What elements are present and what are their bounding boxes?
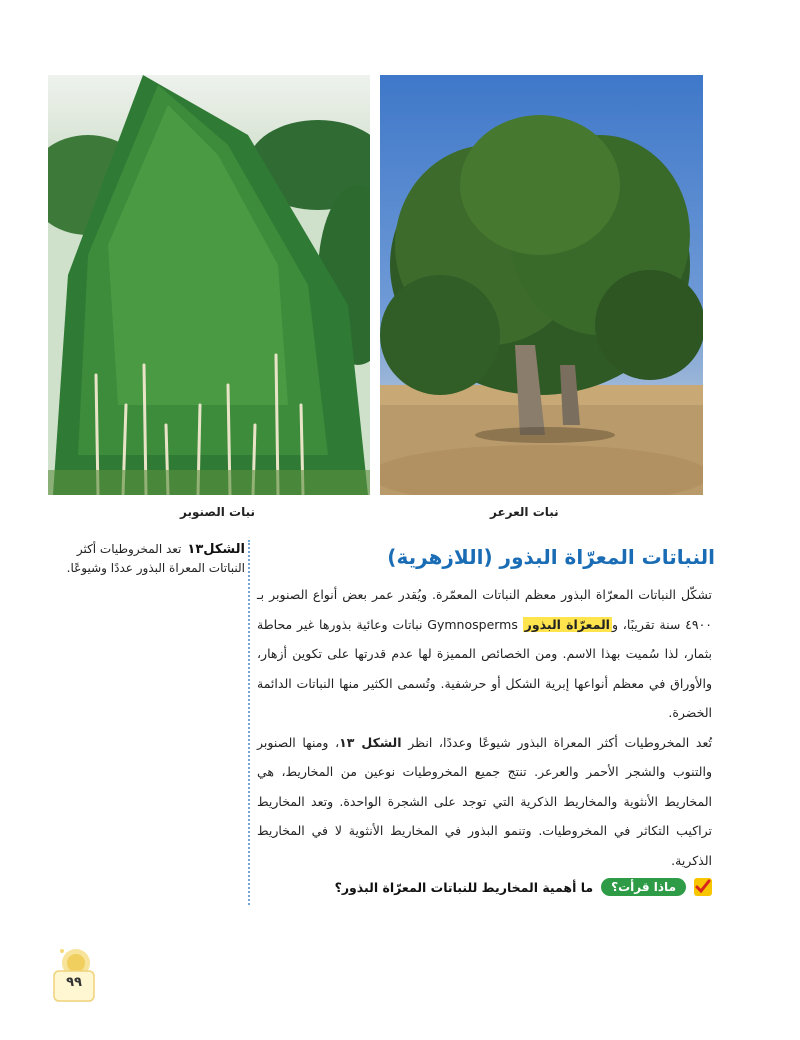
para2-text-end: ، ومنها الصنوبر والتنوب والشجر الأحمر والعرعر. تنتج جميع المخروطيات نوعين من المخاريط، هي المخاريط الأنثوية والمخاريط الذكرية التي توجد على الشجرة الواحدة. وتعد المخاريط تراكيب التكاثر في المخروطيات. وتنمو البذور في المخاريط الأنثوية لا في المخاريط الذكرية. (257, 734, 712, 868)
page-number-badge (52, 945, 96, 1007)
para2-text-start: تُعد المخروطيات أكثر المعراة البذور شيوعًا وعددًا، انظر (401, 734, 712, 750)
checkmark-icon (694, 878, 712, 896)
reading-check-badge: ماذا قرأت؟ (601, 878, 686, 896)
juniper-photo-caption: نبات العرعر (490, 505, 559, 519)
figure-caption (45, 540, 245, 578)
figure-label: الشكل١٣ (187, 542, 245, 557)
para1-text-end: Gymnosperms نباتات وعائية بذورها غير محاطة بثمار، لذا سُميت بهذا الاسم. ومن الخصائص المميزة لها عدم قدرتها على تكوين أزهار، والأوراق في معظم أنواعها إبرية الشكل أو حرشفية. وتُسمى الكثير منها النباتات الدائمة الخضرة. (257, 616, 712, 720)
para1-text-start: تشكّل النباتات المعرّاة البذور معظم النباتات المعمّرة. ويُقدر عمر بعض أنواع الصنوبر بـ ٤٩٠٠ سنة تقريبًا، و (257, 587, 712, 632)
pine-tree-photo (48, 75, 370, 495)
paragraph-1 (257, 580, 712, 728)
figure-text: تعد المخروطيات أكثر النباتات المعراة البذور عددًا وشيوعًا. (66, 542, 245, 575)
reading-check (335, 878, 712, 896)
reading-check-question: ما أهمية المخاريط للنباتات المعرّاة البذور؟ (334, 879, 594, 895)
body-text (257, 580, 712, 875)
pine-photo-caption: نبات الصنوبر (180, 505, 255, 519)
highlighted-term: المعرّاة البذور (524, 616, 610, 632)
figure-reference-link[interactable]: الشكل ١٣ (339, 734, 402, 750)
section-title: النباتات المعرّاة البذور (اللازهرية) (387, 545, 715, 569)
juniper-tree-photo (380, 75, 703, 495)
paragraph-2 (257, 728, 712, 876)
column-divider (248, 540, 250, 905)
page-number: ٩٩ (66, 975, 82, 990)
